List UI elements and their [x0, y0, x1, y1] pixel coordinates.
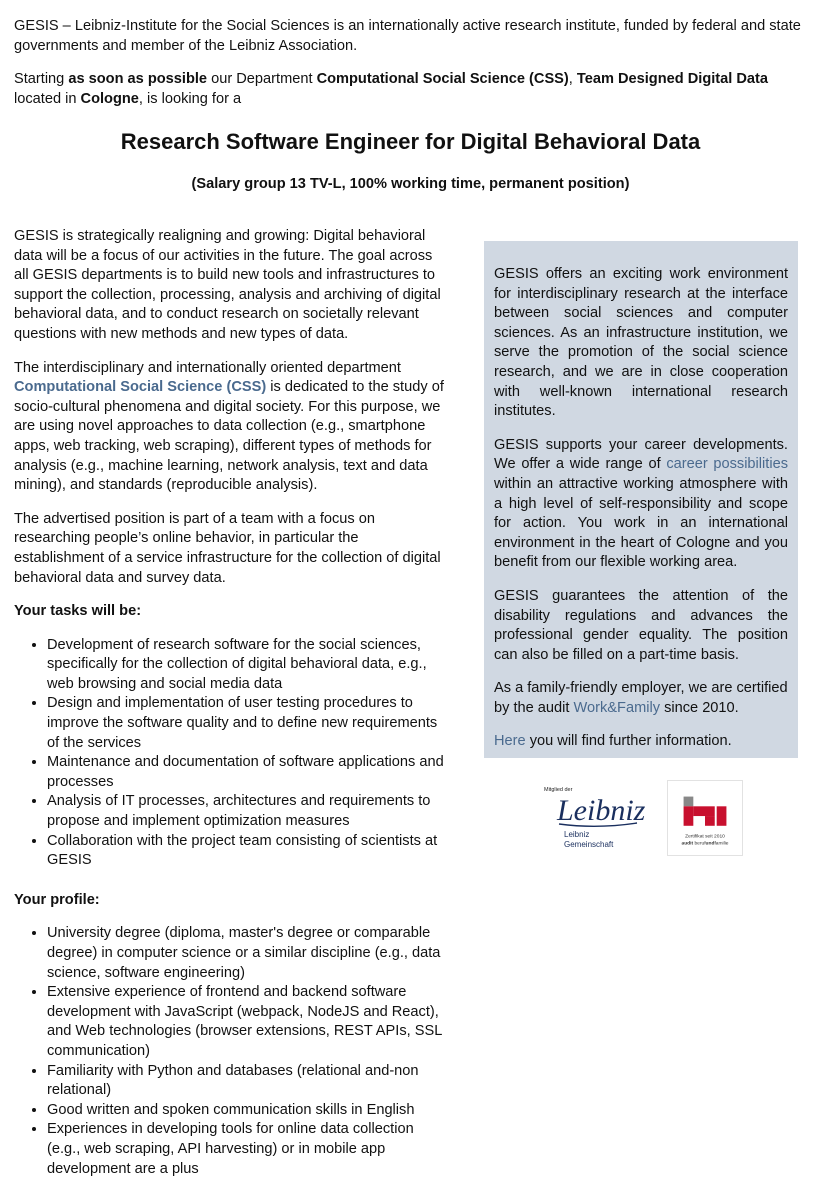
intro-position-paragraph [14, 70, 804, 109]
main-column [14, 227, 446, 1199]
family-paragraph [494, 679, 788, 718]
audit-line1: Zertifikat seit 2010 [685, 834, 725, 840]
leibniz-line1: Leibniz [564, 830, 590, 839]
team-name: Team Designed Digital Data [576, 71, 769, 87]
intro-text: Starting [14, 71, 69, 87]
leibniz-logo [537, 782, 649, 854]
department-text: is dedicated to the study of socio-cultural phenomena and digital society. For this purpose, we are using novel approaches to data collection (e.g., smartphone apps, web tracking, web scraping), different types of methods for analysis (e.g., machine learning, network analysis, text and data mining), and standards (reproducible analysis). [14, 379, 444, 494]
list-item: • Maintenance and documentation of software applications and processes [47, 753, 446, 792]
family-text: since 2010. [660, 699, 739, 716]
intro-paragraph: GESIS – Leibniz-Institute for the Social Sciences is an internationally active research institute, funded by federal and state governments and member of the Leibniz Association. [14, 18, 801, 54]
familie-word: familie [714, 841, 729, 847]
list-item: • Good written and spoken communication skills in English [47, 1101, 446, 1121]
tasks-list [14, 636, 446, 871]
list-item: • University degree (diploma, master's degree or comparable degree) in computer science or a similar discipline (e.g., data science, software engineering) [47, 924, 446, 983]
start-date: as soon as possible [68, 71, 208, 87]
team-paragraph: The advertised position is part of a team with a focus on researching people’s online behavior, in particular the establishment of a service infrastructure for the collection of digital behavioral data and survey data. [14, 510, 441, 586]
career-paragraph [494, 436, 788, 573]
und-word: und [705, 841, 715, 847]
strategy-paragraph: GESIS is strategically realigning and growing: Digital behavioral data will be a focus of our activities in the future. The goal across all GESIS departments is to build new tools and infrastructures to support the collection, processing, analysis and archiving of digital behavioral data, and to conduct research on societally relevant questions with new methods and new types of data. [14, 228, 441, 342]
further-info-text: you will find further information. [525, 733, 732, 750]
list-item: • Familiarity with Python and databases (relational and-non relational) [47, 1062, 446, 1101]
further-info-paragraph [494, 732, 788, 752]
department-text: The interdisciplinary and internationally oriented department [14, 359, 401, 376]
here-link[interactable]: Here [494, 733, 526, 750]
audit-berufundfamilie-logo [667, 780, 743, 856]
beruf-word: beruf [694, 841, 706, 847]
intro-text: , is looking for a [138, 90, 242, 107]
audit-mark-icon [684, 797, 727, 826]
audit-word: audit [681, 841, 695, 847]
intro-text: our Department [207, 71, 317, 87]
list-item: • Experiences in developing tools for online data collection (e.g., web scraping, API harvesting) or in mobile app development are a plus [47, 1120, 446, 1179]
leibniz-member-text: Mitglied der [544, 787, 573, 793]
leibniz-script: Leibniz [557, 794, 646, 827]
career-text: within an attractive working atmosphere with a high level of self-responsibility and scope for action. You work in an international environment in the heart of Cologne and you benefit from our flexible working area. [494, 475, 788, 571]
benefits-sidebar [484, 241, 798, 758]
family-text: As a family-friendly employer, we are certified by the audit [494, 680, 788, 716]
list-item: • Design and implementation of user testing procedures to improve the software quality and to define new requirements of the services [47, 694, 446, 753]
work-environment-paragraph: GESIS offers an exciting work environment for interdisciplinary research at the interface between social sciences and computer sciences. As an infrastructure institution, we serve the promotion of the social science research, and we are in close cooperation with well-known international research institutes. [494, 266, 788, 420]
list-item: • Collaboration with the project team consisting of scientists at GESIS [47, 832, 446, 871]
career-possibilities-link[interactable]: career possibilities [666, 456, 788, 473]
list-item: • Extensive experience of frontend and backend software development with JavaScript (webpack, NodeJS and React), and Web technologies (browser extensions, REST APIs, SSL communication) [47, 983, 446, 1061]
intro-text: , [568, 71, 577, 87]
intro-text: located in [14, 90, 81, 107]
tasks-heading: Your tasks will be: [14, 603, 142, 620]
audit-line2 [682, 840, 729, 846]
list-item: • Analysis of IT processes, architectures and requirements to propose and implement optimization measures [47, 792, 446, 831]
job-subtitle: (Salary group 13 TV-L, 100% working time, permanent position) [191, 176, 630, 192]
profile-list [14, 924, 446, 1179]
department-name: Computational Social Science (CSS) [316, 71, 569, 87]
location: Cologne [80, 90, 139, 107]
career-text: GESIS supports your career developments. We offer a wide range of [494, 436, 788, 473]
work-family-link[interactable]: Work&Family [573, 699, 661, 716]
department-paragraph [14, 359, 446, 496]
job-title: Research Software Engineer for Digital Behavioral Data [120, 129, 701, 154]
equality-paragraph: GESIS guarantees the attention of the disability regulations and advances the professional gender equality. The position can also be filled on a part-time basis. [494, 587, 788, 663]
list-item: • Development of research software for the social sciences, specifically for the collection of digital behavioral data, e.g., web browsing and social media data [47, 636, 446, 695]
css-department-link[interactable]: Computational Social Science (CSS) [14, 379, 267, 396]
leibniz-line2: Gemeinschaft [564, 840, 614, 849]
profile-heading: Your profile: [14, 891, 100, 908]
